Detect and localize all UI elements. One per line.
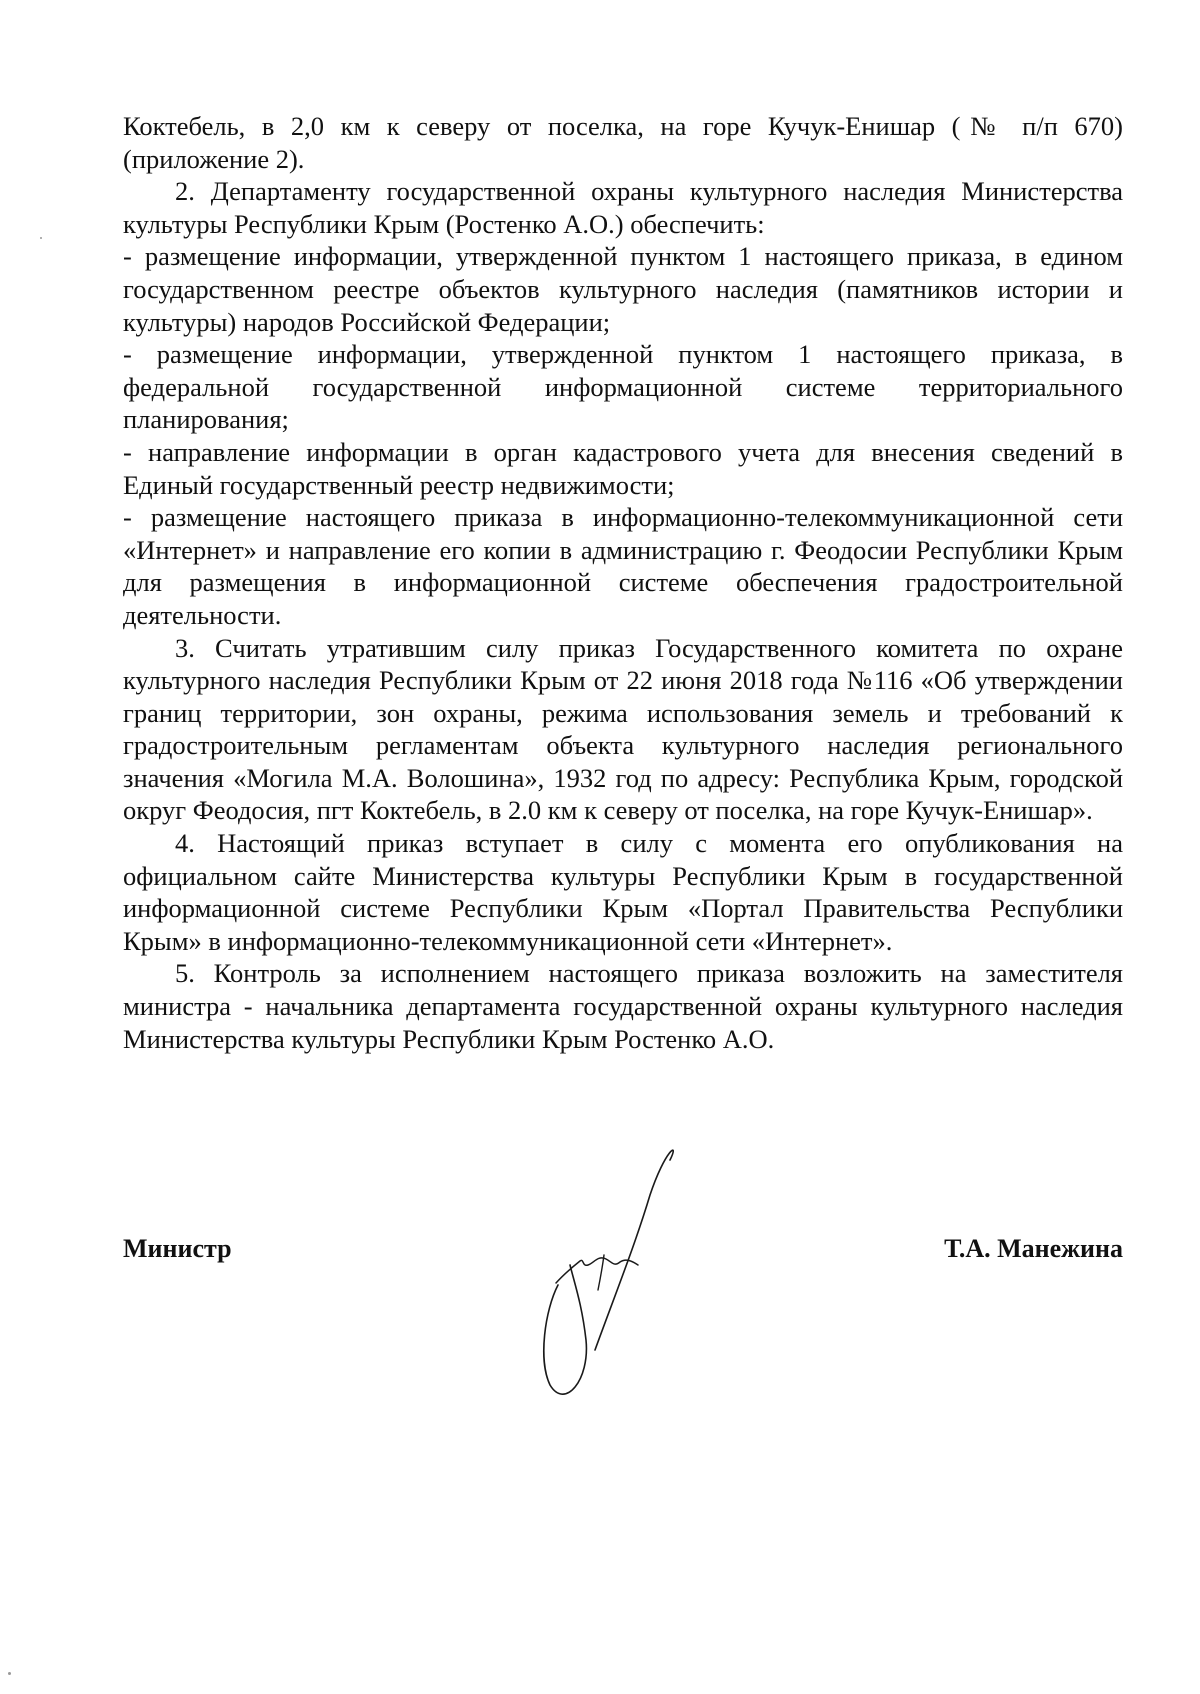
document-body [123, 110, 1123, 1055]
paragraph-bullet-registry: - размещение информации, утвержденной пунктом 1 настоящего приказа, в едином государственном реестре объектов культурного наследия (памятников истории и культуры) народов Российской Федерации; [123, 241, 1123, 337]
paragraph-item-2: 2. Департаменту государственной охраны культурного наследия Министерства культуры Республики Крым (Ростенко А.О.) обеспечить: [123, 176, 1123, 239]
paragraph-item-4: 4. Настоящий приказ вступает в силу с момента его опубликования на официальном сайте Министерства культуры Республики Крым в государственной информационной системе Республики Крым «Портал Правительства Республики Крым» в информационно-телекоммуникационной сети «Интернет». [123, 828, 1123, 956]
scan-speck [8, 1672, 11, 1675]
handwritten-signature [520, 1135, 700, 1405]
paragraph-bullet-internet: - размещение настоящего приказа в информационно-телекоммуникационной сети «Интернет» и направление его копии в администрацию г. Феодосии Республики Крым для размещения в информационной системе обеспечения градостроительной деятельности. [123, 502, 1123, 630]
paragraph-item-3: 3. Считать утратившим силу приказ Государственного комитета по охране культурного наследия Республики Крым от 22 июня 2018 года №116 «Об утверждении границ территории, зон охраны, режима использования земель и требований к градостроительным регламентам объекта культурного наследия регионального значения «Могила М.А. Волошина», 1932 год по адресу: Республика Крым, городской округ Феодосия, пгт Коктебель, в 2.0 км к северу от поселка, на горе Кучук-Енишар». [123, 632, 1123, 826]
paragraph-continuation: Коктебель, в 2,0 км к северу от поселка, на горе Кучук-Енишар (№ п/п 670) (приложение 2). [123, 111, 1123, 174]
signatory-title: Министр [123, 1234, 232, 1263]
scan-speck [40, 237, 42, 239]
paragraph-bullet-planning-system: - размещение информации, утвержденной пунктом 1 настоящего приказа, в федеральной государственной информационной системе территориального планирования; [123, 339, 1123, 435]
paragraph-item-5: 5. Контроль за исполнением настоящего приказа возложить на заместителя министра - начальника департамента государственной охраны культурного наследия Министерства культуры Республики Крым Ростенко А.О. [123, 958, 1123, 1054]
signatory-name: Т.А. Манежина [944, 1234, 1123, 1263]
paragraph-bullet-cadastre: - направление информации в орган кадастрового учета для внесения сведений в Единый государственный реестр недвижимости; [123, 436, 1123, 500]
